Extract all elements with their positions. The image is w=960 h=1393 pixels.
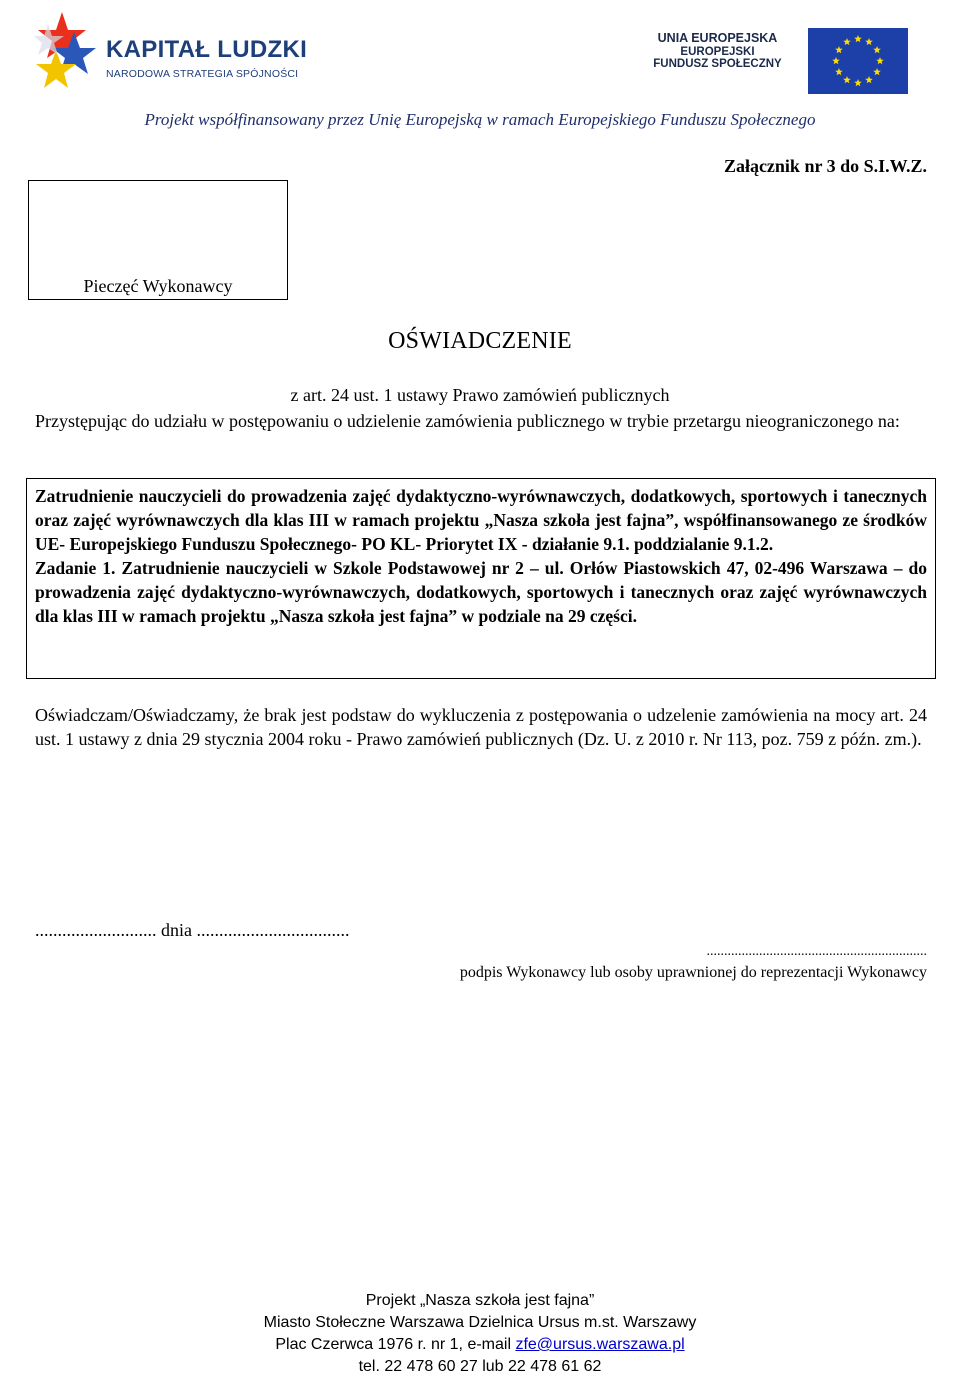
eu-star-icon xyxy=(843,76,851,83)
footer-institution: Miasto Stołeczne Warszawa Dzielnica Ursus m.st. Warszawy xyxy=(263,1314,697,1331)
eu-star-icon xyxy=(873,68,881,75)
eu-logo xyxy=(630,18,910,82)
footer-email-link[interactable]: zfe@ursus.warszawa.pl xyxy=(515,1336,685,1353)
footer-project: Projekt „Nasza szkoła jest fajna” xyxy=(365,1292,595,1309)
contract-description-box xyxy=(26,478,936,679)
footer xyxy=(0,1290,960,1378)
document-subtitle: z art. 24 ust. 1 ustawy Prawo zamówień publicznych xyxy=(290,385,670,405)
eu-star-icon xyxy=(854,79,862,86)
date-line: ........................... dnia .................................. xyxy=(35,920,350,940)
logo-title: KAPITAŁ LUDZKI xyxy=(106,36,308,63)
eu-star-icon xyxy=(835,46,843,53)
eu-star-icon xyxy=(843,38,851,45)
eu-logo-text xyxy=(630,32,805,71)
intro-paragraph: Przystępując do udziału w postępowaniu o udzielenie zamówienia publicznego w trybie przetargu nieograniczonego na: xyxy=(35,411,900,431)
footer-address xyxy=(0,1334,960,1356)
eu-star-icon xyxy=(873,46,881,53)
stamp-box xyxy=(28,180,288,300)
stamp-label: Pieczęć Wykonawcy xyxy=(83,276,233,296)
eu-logo-line2: EUROPEJSKI xyxy=(680,45,755,58)
statement-paragraph: Oświadczam/Oświadczamy, że brak jest podstaw do wykluczenia z postępowania o udzelenie zamówienia na mocy art. 24 ust. 1 ustawy z dnia 29 stycznia 2004 roku - Prawo zamówień publicznych (Dz. U. z 2010 r. Nr 113, poz. 759 z późn. zm.). xyxy=(35,705,927,749)
kapital-ludzki-logo xyxy=(34,10,308,100)
signature-line: ............................................................... xyxy=(706,944,927,959)
contract-task: Zadanie 1. Zatrudnienie nauczycieli w Szkole Podstawowej nr 2 – ul. Orłów Piastowskich 47, 02-496 Warszawa – do prowadzenia zajęć dydaktyczno-wyrównawczych, dodatkowych, sportowych i tanecznych oraz zajęć wyrównawczych dla klas III w ramach projektu „Nasza szkoła jest fajna” w podziale na 29 części. xyxy=(35,558,927,626)
footer-phone: tel. 22 478 60 27 lub 22 478 61 62 xyxy=(358,1358,602,1375)
eu-star-icon xyxy=(854,35,862,42)
eu-star-icon xyxy=(865,38,873,45)
eu-logo-line1: UNIA EUROPEJSKA xyxy=(657,31,778,45)
contract-scope: Zatrudnienie nauczycieli do prowadzenia zajęć dydaktyczno-wyrównawczych, dodatkowych, sportowych i tanecznych oraz zajęć wyrównawczych dla klas III w ramach projektu „Nasza szkoła jest fajna”, współfinansowanego ze środków UE- Europejskiego Funduszu Społecznego- PO KL- Priorytet IX - działanie 9.1. poddzialanie 9.1.2. xyxy=(35,486,927,554)
cofinance-note: Projekt współfinansowany przez Unię Europejską w ramach Europejskiego Funduszu Społecznego xyxy=(144,110,816,129)
contract-description xyxy=(35,484,927,628)
star-logo-icon xyxy=(34,10,104,100)
eu-star-icon xyxy=(832,57,840,64)
eu-flag-icon xyxy=(808,28,908,94)
signature-label: podpis Wykonawcy lub osoby uprawnionej do reprezentacji Wykonawcy xyxy=(459,964,927,981)
eu-star-icon xyxy=(876,57,884,64)
eu-star-icon xyxy=(865,76,873,83)
attachment-label: Załącznik nr 3 do S.I.W.Z. xyxy=(723,156,927,176)
document-title: OŚWIADCZENIE xyxy=(388,328,572,354)
eu-star-icon xyxy=(835,68,843,75)
eu-logo-line3: FUNDUSZ SPOŁECZNY xyxy=(653,58,782,71)
logo-subtitle: NARODOWA STRATEGIA SPÓJNOŚCI xyxy=(106,68,299,80)
footer-address-text: Plac Czerwca 1976 r. nr 1, e-mail xyxy=(275,1336,516,1353)
